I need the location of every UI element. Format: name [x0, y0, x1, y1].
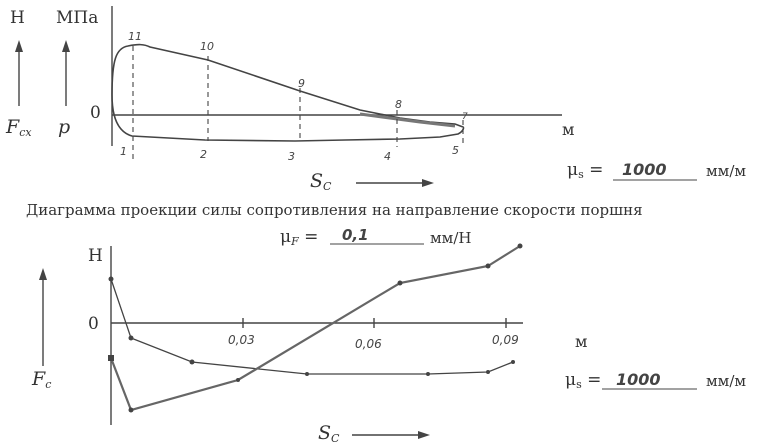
tick-label-0-06: 0,06 [355, 337, 382, 351]
point-label-4: 4 [384, 150, 391, 163]
point-label-8: 8 [395, 98, 402, 111]
bottom-force-label: $F_c$ [32, 368, 52, 391]
force-curve-flat [111, 279, 513, 374]
top-curve-lower [112, 95, 463, 141]
top-axis-unit: м [562, 120, 575, 139]
point-label-10: 10 [200, 40, 214, 53]
point-label-7: 7 [462, 112, 468, 122]
point-label-5: 5 [452, 144, 459, 157]
tick-label-0-09: 0,09 [492, 333, 519, 347]
point-label-1: 1 [120, 145, 127, 158]
tick-label-0-03: 0,03 [228, 333, 255, 347]
diagram-caption: Диаграмма проекции силы сопротивления на направление скорости поршня [26, 201, 643, 219]
top-force-unit: Н [10, 8, 25, 28]
force-scale-label: $\mu_F$ = [280, 227, 319, 248]
top-sc-arrowhead [422, 179, 434, 187]
bottom-force-up-arrowhead [39, 268, 47, 280]
pressure-up-arrowhead [62, 40, 70, 52]
top-zero-label: 0 [90, 103, 101, 123]
force-scale-unit: мм/Н [430, 229, 472, 247]
top-scale-label: $\mu_s$ = [567, 160, 604, 181]
top-pressure-label: p [58, 116, 71, 138]
bottom-scale-label: $\mu_s$ = [565, 370, 602, 391]
top-pressure-unit: МПа [56, 8, 99, 28]
bottom-scale-unit: мм/м [706, 372, 747, 390]
point-label-11: 11 [128, 30, 142, 43]
force-curve-rising [111, 246, 520, 410]
bottom-sc-label: $S_C$ [318, 422, 340, 445]
point-label-9: 9 [298, 77, 305, 90]
top-scale-unit: мм/м [706, 162, 747, 180]
bottom-scale-value: 1000 [616, 370, 661, 389]
force-scale-value: 0,1 [342, 226, 369, 244]
top-scale-value: 1000 [622, 160, 667, 179]
point-label-2: 2 [200, 148, 207, 161]
top-curve-shade [360, 114, 455, 126]
bottom-axis-unit: м [575, 332, 588, 351]
top-force-label: $F_{сх}$ [6, 116, 32, 139]
bottom-force-unit: Н [88, 246, 103, 266]
bottom-sc-arrowhead [418, 431, 430, 439]
point-label-3: 3 [288, 150, 295, 163]
bottom-zero-label: 0 [88, 314, 99, 334]
force-up-arrowhead [15, 40, 23, 52]
top-sc-label: $S_C$ [310, 170, 332, 193]
